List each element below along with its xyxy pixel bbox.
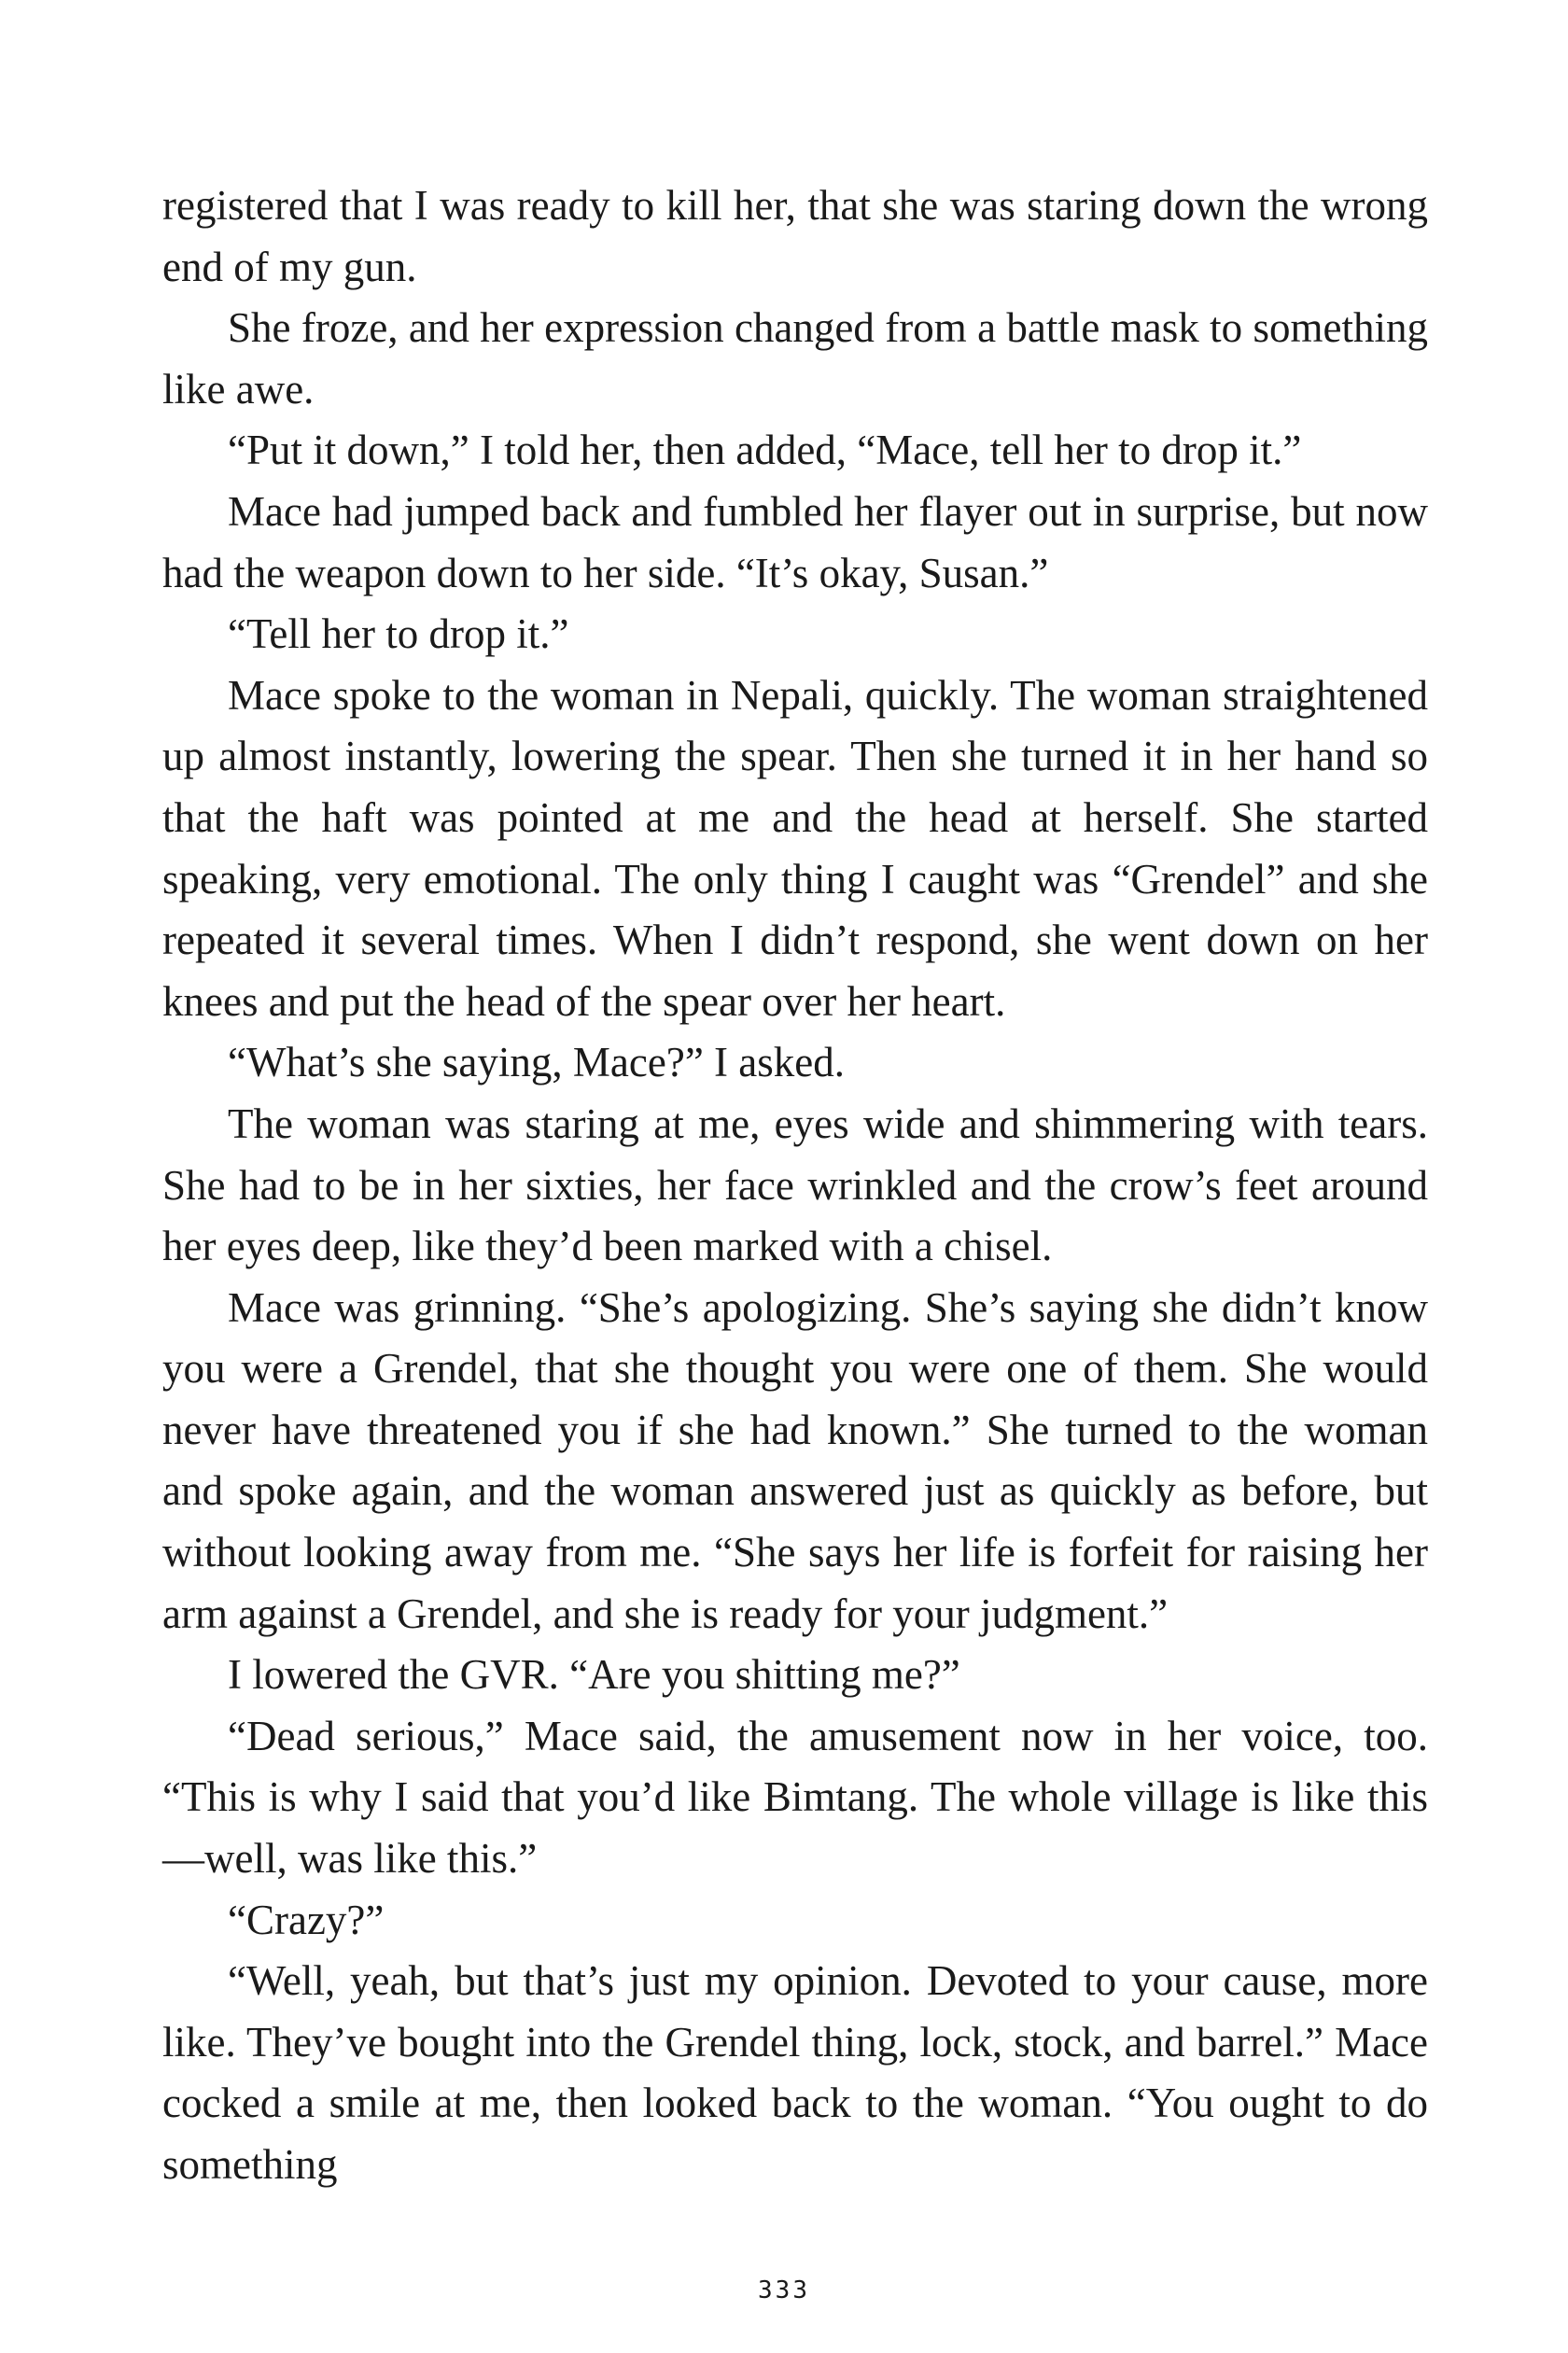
paragraph: Mace spoke to the woman in Nepali, quickly. The woman straightened up almost instantly, lowering the spear. Then she turned it in her hand so that the haft was pointed at me and the head at herself. She started speaking, very emotional. The only thing I caught was “Grendel” and she repeated it several times. When I didn’t respond, she went down on her knees and put the head of the spear over her heart. — [162, 671, 1428, 1025]
paragraph: registered that I was ready to kill her, that she was staring down the wrong end of my gun. — [162, 182, 1428, 290]
paragraph: She froze, and her expression changed from a battle mask to something like awe. — [162, 304, 1428, 413]
paragraph: Mace had jumped back and fumbled her flayer out in surprise, but now had the weapon down to her side. “It’s okay, Susan.” — [162, 487, 1428, 596]
paragraph: I lowered the GVR. “Are you shitting me?” — [228, 1651, 960, 1699]
paragraph: Mace was grinning. “She’s apologizing. She’s saying she didn’t know you were a Grendel, that she thought you were one of them. She would never have threatened you if she had known.” She turned to the woman and spoke again, and the woman answered just as quickly as before, but without looking away from me. “She says her life is forfeit for raising her arm against a Grendel, and she is ready for your judgment.” — [162, 1283, 1428, 1637]
paragraph: The woman was staring at me, eyes wide and shimmering with tears. She had to be in her sixties, her face wrinkled and the crow’s feet around her eyes deep, like they’d been marked with a chisel. — [162, 1099, 1428, 1270]
paragraph: “Put it down,” I told her, then added, “Mace, tell her to drop it.” — [228, 427, 1302, 474]
page-body — [162, 175, 1428, 2196]
paragraph: “Well, yeah, but that’s just my opinion. Devoted to your cause, more like. They’ve bought into the Grendel thing, lock, stock, and barrel.” Mace cocked a smile at me, then looked back to the woman. “You ought to do something — [162, 1957, 1428, 2188]
paragraph: “What’s she saying, Mace?” I asked. — [228, 1039, 845, 1086]
page-number: 333 — [758, 2276, 810, 2304]
paragraph: “Dead serious,” Mace said, the amusement now in her voice, too. “This is why I said that you’d like Bimtang. The whole village is like this—well, was like this.” — [162, 1712, 1428, 1883]
paragraph: “Tell her to drop it.” — [228, 610, 569, 658]
paragraph: “Crazy?” — [228, 1896, 385, 1943]
